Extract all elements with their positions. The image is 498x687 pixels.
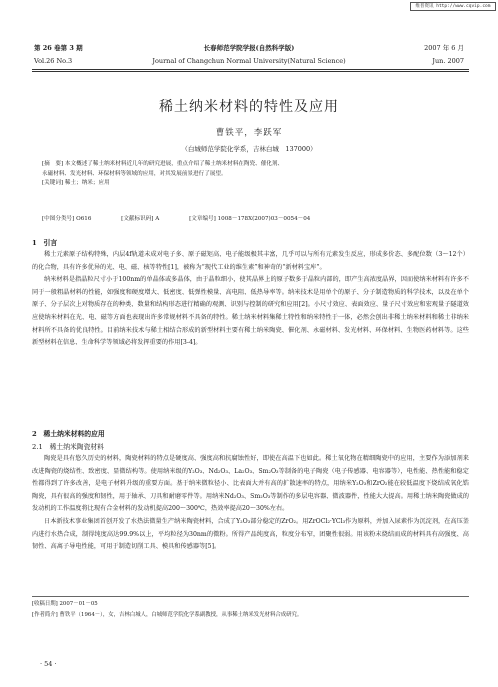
page-number: · 54 · xyxy=(40,660,57,668)
header-journal-cn: 长春师范学院学报(自然科学版) xyxy=(203,44,295,52)
section-heading-introduction: 1 引言 xyxy=(32,239,58,247)
section-heading-applications: 2 稀土纳米材料的应用 xyxy=(32,430,105,438)
document-code: [文献标识码] A xyxy=(121,216,160,222)
abstract-line: 永磁材料、发光材料、环保材料等领域的应用，对其发展前景进行了展望。 xyxy=(42,170,227,177)
clc-number: [中图分类号] O616 xyxy=(42,216,92,222)
header-date-cn: 2007 年 6 月 xyxy=(424,44,464,52)
article-number: [文章编号] 1008－178X(2007)03－0054－04 xyxy=(189,216,311,222)
abstract-block xyxy=(42,160,462,189)
header-volume-cn: 第 26 卷第 3 期 xyxy=(34,44,83,52)
header-rule-bottom xyxy=(32,71,469,72)
classification-row xyxy=(42,214,462,222)
paragraph: 日本新技术事业集团首创开发了水热法微量生产纳米陶瓷材料，合成了Y₂O₃部分稳定的ZrO₂。用ZrOCl₂·YCl₃作为原料，并加入尿素作为沉淀剂，在高压釜内进行水热合成，制得纯度高达99.9%以上，平均粒径为30nm的微粉。所得产品纯度高，粒度分布窄，团聚性很弱。用该粉末烧结而成的材料具有高强度、高韧性、高离子导电性能，可用于制造切削工具、模具和传感器等[5]。 xyxy=(32,517,469,551)
author-bio: [作者简介] 曹铁平（1964－），女，吉林白城人，白城师范学院化学系副教授，从事稀土纳米发光材料合成研究。 xyxy=(32,612,303,618)
article-title: 稀土纳米材料的特性及应用 xyxy=(159,99,339,115)
article-authors: 曹铁平，李跃军 xyxy=(215,128,283,138)
paragraph: 纳米材料是指晶粒尺寸小于100nm的单晶体或多晶体，由于晶粒细小，使其晶界上的原子数多于晶粒内部的，即产生高浓度晶界，因而使纳米材料有许多不同于一般粗晶材料的性能，如强度和硬度增大、低密度、低弹性模量、高电阻、低热导率等。纳米技术是用单个的原子、分子制造物质的科学技术，以及在单个原子、分子层次上对物质存在的种类、数量和结构形态进行精确的观测、识别与控制的研究和应用[2]。小尺寸效应、表面效应、量子尺寸效应和宏观量子隧道效应使纳米材料在光、电、磁等方面也表现出许多常规材料不具备的特性。稀土纳米材料集稀土特性和纳米特性于一体，必然会创出非稀土纳米材料和稀土非纳米材料所不具备的优良特性。目前纳米技术与稀土相结合形成的新型材料主要有稀土纳米陶瓷、催化剂、永磁材料、发光材料、环保材料、生物医药材料等。这些新型材料在信息、生命科学等领域必将发挥重要的作用[3-4]。 xyxy=(32,276,469,347)
article-affiliation: （白城师范学院化学系，吉林白城 137000） xyxy=(181,145,317,153)
introduction-body xyxy=(32,249,469,350)
subsection-heading-ceramics: 2.1 稀土纳米陶瓷材料 xyxy=(32,443,104,451)
paragraph: 陶瓷是具有悠久历史的材料，陶瓷材料的特点是硬度高、强度高和抗腐蚀性好，即使在高温下也如此。稀土氧化物在精细陶瓷中的应用，主要作为添加剂来改进陶瓷的烧结性、致密度、显微结构等。使用纳米级的Y₂O₃、Nd₂O₃、La₂O₃、Sm₂O₃等制备的电子陶瓷（电子传感器、电容器等），电性能、热性能和稳定性都得到了许多改善，是电子材料升级的重要方面。基于纳米微粒径小、比表面大并有高的扩散速率的特点，用纳米Y₂O₃和ZrO₂能在较低温度下烧结成氧化锆陶瓷，具有很高的强度和韧性，用于轴承、刀具和耐磨零件等。用纳米Nd₂O₃、Sm₂O₃等制作的多层电容器、微波器件，性能大大提高。用稀土纳米陶瓷做成的发动机的工作温度将比现有合金材料的发动机提高200～300℃，热效率提高20～30%左右。 xyxy=(32,455,469,513)
abstract-line: [摘 要] 本文概述了稀土纳米材料近几年的研究进展，重点介绍了稀土纳米材料在陶瓷、催化剂、 xyxy=(42,161,284,167)
received-date: [收稿日期] 2007－01－05 xyxy=(32,601,98,607)
header-volume-en: Vol.26 No.3 xyxy=(34,57,73,65)
header-rule-top xyxy=(32,69,469,70)
header-journal-en: Journal of Changchun Normal University(Natural Science) xyxy=(152,57,346,65)
paragraph: 稀土元素原子结构特殊，内层4f轨道未成对电子多、原子磁矩高、电子能级极其丰富，几乎可以与所有元素发生反应，形成多价态、多配位数（3～12个）的化合物，具有许多优异的光、电、磁、核等特性[1]，被称为“现代工业的维生素”和神奇的“新材料宝库”。 xyxy=(32,251,469,271)
footnote-rule xyxy=(32,596,469,597)
ceramics-body xyxy=(32,453,469,554)
header-date-en: Jun. 2007 xyxy=(432,57,464,65)
watermark-stamp: 维普资讯 http://www.cqvip.com xyxy=(410,2,496,11)
keywords-line: [关键词] 稀土；纳米；应用 xyxy=(42,180,110,187)
